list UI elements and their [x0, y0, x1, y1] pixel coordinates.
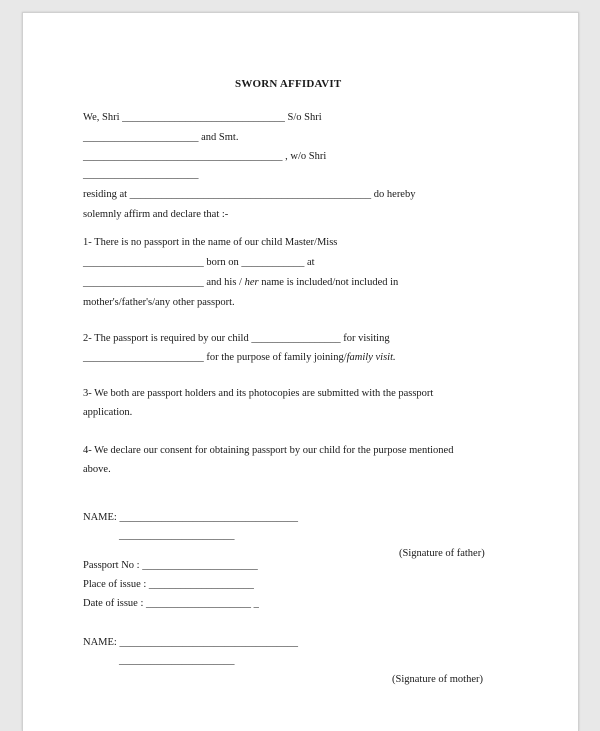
document-title: SWORN AFFIDAVIT — [235, 78, 342, 90]
father-signature-label: (Signature of father) — [399, 548, 485, 559]
clause-2-line-2 — [83, 351, 396, 365]
clause-3-line-2: application. — [83, 407, 133, 418]
clause-3-line-1: 3- We both are passport holders and its photocopies are submitted with the passport — [83, 388, 434, 399]
mother-signature-label: (Signature of mother) — [392, 674, 483, 685]
clause-1-line-1: 1- There is no passport in the name of our child Master/Miss — [83, 237, 338, 248]
clause-2-line-1: 2- The passport is required by our child _________________ for visiting — [83, 333, 390, 344]
clause-1-line-2: _______________________ born on ____________ at — [83, 257, 315, 268]
passport-number-field: Passport No : ______________________ — [83, 560, 258, 571]
clause-1-line-3a: _______________________ and his / — [83, 277, 245, 288]
clause-4-line-2: above. — [83, 464, 111, 475]
clause-4-line-1: 4- We declare our consent for obtaining passport by our child for the purpose mentioned — [83, 445, 454, 456]
affidavit-page — [22, 12, 579, 731]
clause-2-line-2a: _______________________ for the purpose of family joining/ — [83, 352, 347, 363]
clause-2-family-visit: family visit. — [346, 352, 396, 363]
clause-1-line-3c: name is included/not included in — [258, 277, 399, 288]
deponent-father-line: We, Shri _______________________________ S/o Shri — [83, 112, 322, 123]
deponent-mother-line: ______________________ and Smt. — [83, 132, 239, 143]
residence-line: residing at ______________________________________________ do hereby — [83, 189, 416, 200]
clause-1-line-3 — [83, 276, 398, 290]
blank-line: ______________________ — [83, 169, 199, 180]
date-of-issue-field: Date of issue : ____________________ _ — [83, 598, 259, 609]
mother-name-field: NAME: __________________________________ — [83, 637, 298, 648]
mother-name-continuation: ______________________ — [119, 655, 235, 666]
clause-1-her: her — [244, 277, 259, 288]
father-name-field: NAME: __________________________________ — [83, 512, 298, 523]
wife-of-line: ______________________________________ , w/o Shri — [83, 151, 327, 162]
clause-1-line-4: mother's/father's/any other passport. — [83, 297, 235, 308]
father-name-continuation: ______________________ — [119, 530, 235, 541]
place-of-issue-field: Place of issue : ____________________ — [83, 579, 254, 590]
declaration-line: solemnly affirm and declare that :- — [83, 209, 229, 220]
